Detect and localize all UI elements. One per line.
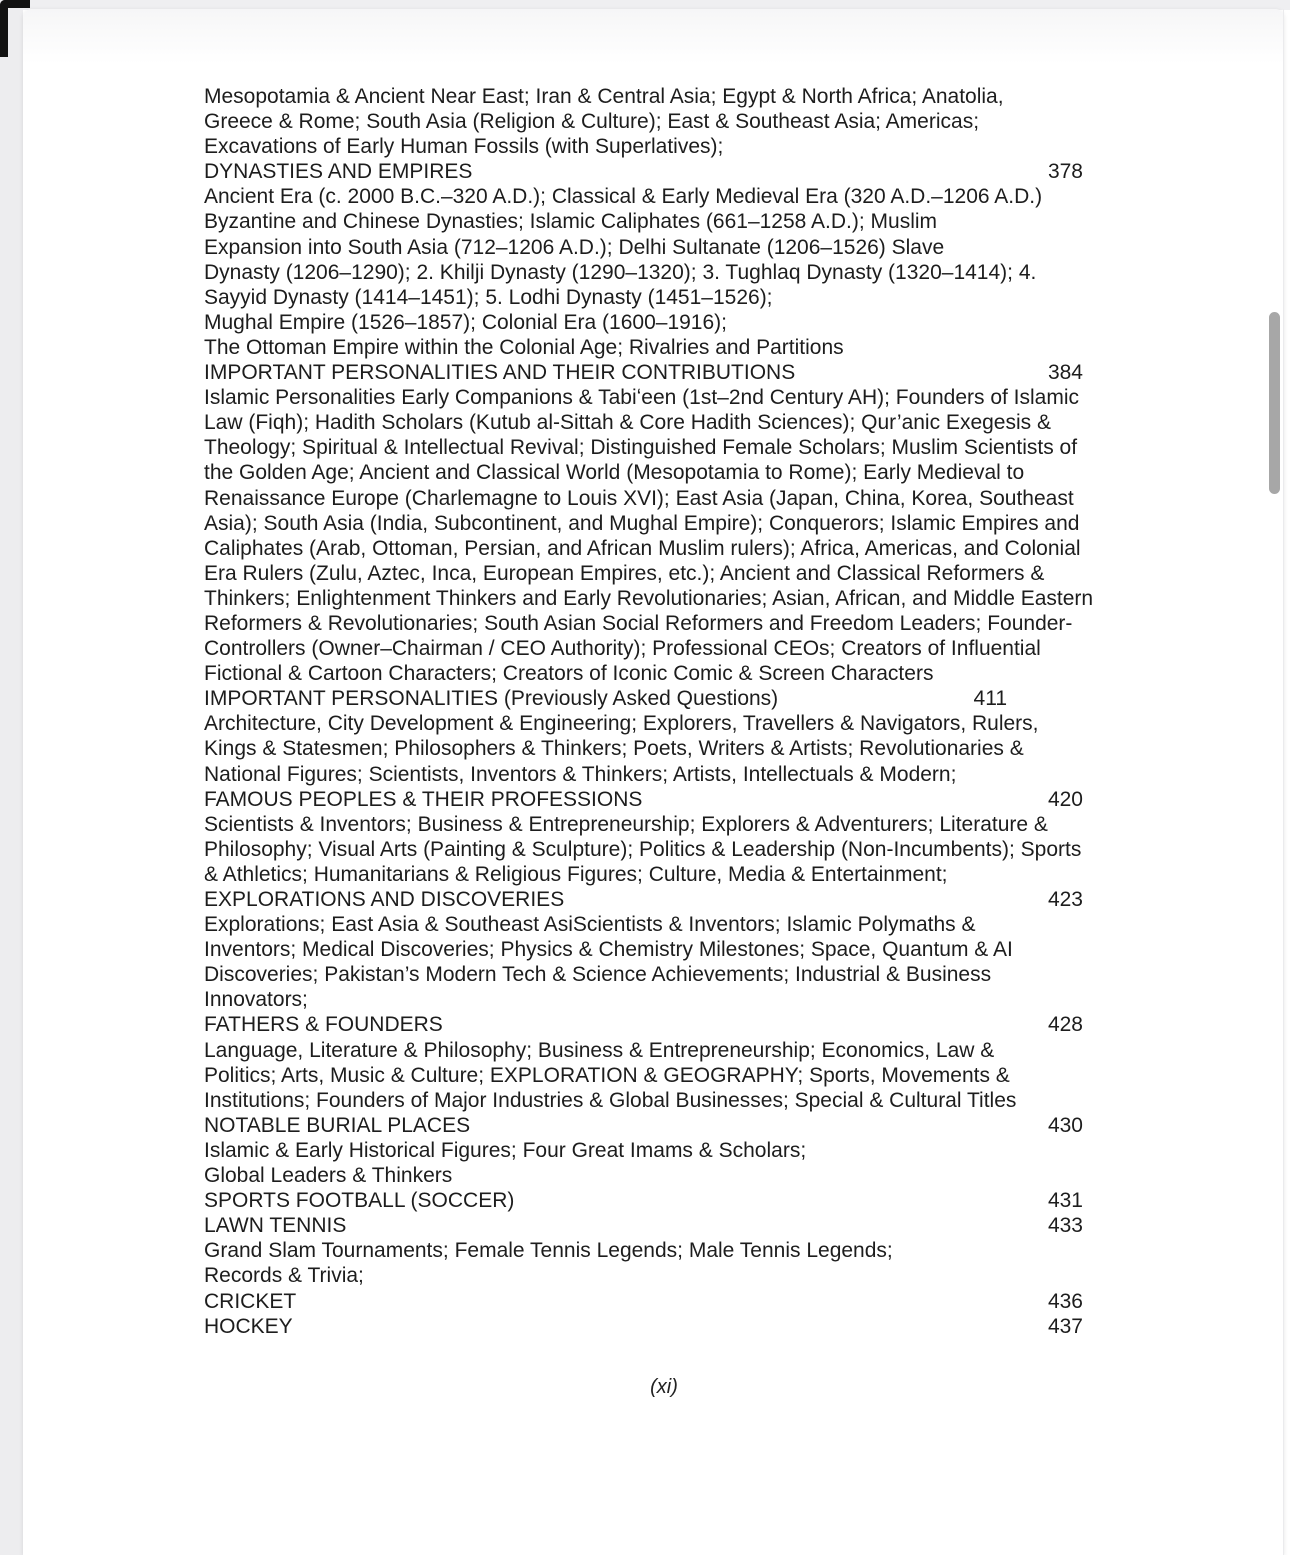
toc-heading-row <box>204 159 1083 184</box>
toc-body-row <box>204 109 1083 134</box>
toc-page-number: 378 <box>1047 160 1083 184</box>
toc-body-row <box>204 134 1083 159</box>
toc-subtopics-text: Grand Slam Tournaments; Female Tennis Legends; Male Tennis Legends; <box>204 1239 893 1263</box>
scrollbar-track-edge <box>1283 9 1284 1555</box>
toc-section-title: CRICKET <box>204 1289 297 1313</box>
toc-body-row <box>204 1088 1083 1113</box>
toc-body-row <box>204 1238 1083 1263</box>
toc-body-row <box>204 837 1083 862</box>
toc-body-row <box>204 1063 1083 1088</box>
toc-page-number: 411 <box>973 687 1007 711</box>
toc-page-number: 428 <box>1047 1013 1083 1037</box>
toc-subtopics-text: Institutions; Founders of Major Industries & Global Businesses; Special & Cultural Titles <box>204 1088 1017 1112</box>
toc-body-row <box>204 184 1083 209</box>
toc-subtopics-text: Records & Trivia; <box>204 1264 364 1288</box>
toc-body-row <box>204 636 1083 661</box>
toc-subtopics-text: Scientists & Inventors; Business & Entrepreneurship; Explorers & Adventurers; Literature & <box>204 812 1048 836</box>
toc-subtopics-text: Expansion into South Asia (712–1206 A.D.); Delhi Sultanate (1206–1526) Slave <box>204 235 945 259</box>
toc-body-row <box>204 1263 1083 1288</box>
toc-body-row <box>204 586 1094 611</box>
toc-page-number: 384 <box>1047 361 1083 385</box>
page-number-footer: (xi) <box>650 1376 678 1398</box>
toc-body-row <box>204 486 1083 511</box>
toc-subtopics-text: Law (Fiqh); Hadith Scholars (Kutub al-Sittah & Core Hadith Sciences); Qur’anic Exegesis & <box>204 411 1051 435</box>
toc-body-row <box>204 260 1083 285</box>
toc-body-row <box>204 209 1083 234</box>
toc-subtopics-text: Islamic Personalities Early Companions & Tabiʻeen (1st–2nd Century AH); Founders of Islamic <box>204 386 1080 410</box>
toc-heading-row <box>204 787 1083 812</box>
toc-subtopics-text: Excavations of Early Human Fossils (with Superlatives); <box>204 135 724 159</box>
toc-section-title: FATHERS & FOUNDERS <box>204 1013 443 1037</box>
toc-body-row <box>204 84 1083 109</box>
toc-subtopics-text: Kings & Statesmen; Philosophers & Thinkers; Poets, Writers & Artists; Revolutionaries & <box>204 737 1024 761</box>
toc-subtopics-text: Thinkers; Enlightenment Thinkers and Early Revolutionaries; Asian, African, and Middle Eastern <box>204 586 1094 610</box>
toc-subtopics-text: Sayyid Dynasty (1414–1451); 5. Lodhi Dynasty (1451–1526); <box>204 285 773 309</box>
toc-subtopics-text: Caliphates (Arab, Ottoman, Persian, and African Muslim rulers); Africa, Americas, and Colonial <box>204 536 1081 560</box>
toc-subtopics-text: Controllers (Owner–Chairman / CEO Authority); Professional CEOs; Creators of Influential <box>204 637 1041 661</box>
toc-subtopics-text: Mughal Empire (1526–1857); Colonial Era (1600–1916); <box>204 310 727 334</box>
toc-page-number: 437 <box>1047 1314 1083 1338</box>
toc-subtopics-text: Fictional & Cartoon Characters; Creators of Iconic Comic & Screen Characters <box>204 662 934 686</box>
toc-subtopics-text: Greece & Rome; South Asia (Religion & Culture); East & Southeast Asia; Americas; <box>204 110 980 134</box>
toc-subtopics-text: The Ottoman Empire within the Colonial Age; Rivalries and Partitions <box>204 335 844 359</box>
toc-subtopics-text: Global Leaders & Thinkers <box>204 1164 453 1188</box>
toc-subtopics-text: Innovators; <box>204 988 308 1012</box>
toc-section-title: DYNASTIES AND EMPIRES <box>204 160 473 184</box>
toc-section-title: FAMOUS PEOPLES & THEIR PROFESSIONS <box>204 787 643 811</box>
toc-body-row <box>204 410 1083 435</box>
toc-body-row <box>204 435 1083 460</box>
toc-body-row <box>204 310 1083 335</box>
toc-body-row <box>204 862 1083 887</box>
toc-body-row <box>204 460 1083 485</box>
toc-page-number: 436 <box>1047 1289 1083 1313</box>
toc-body-row <box>204 736 1083 761</box>
toc-body-row <box>204 1163 1083 1188</box>
toc-subtopics-text: Philosophy; Visual Arts (Painting & Sculpture); Politics & Leadership (Non-Incumbents); Sports <box>204 837 1082 861</box>
toc-page-number: 433 <box>1047 1214 1083 1238</box>
toc-body-row <box>204 536 1083 561</box>
toc-section-title: HOCKEY <box>204 1314 293 1338</box>
toc-heading-row <box>204 887 1083 912</box>
toc-subtopics-text: Ancient Era (c. 2000 B.C.–320 A.D.); Classical & Early Medieval Era (320 A.D.–1206 A.D.) <box>204 185 1043 209</box>
toc-subtopics-text: Era Rulers (Zulu, Aztec, Inca, European Empires, etc.); Ancient and Classical Reformers & <box>204 561 1045 585</box>
toc-body-row <box>204 611 1083 636</box>
toc-body-row <box>204 1038 1083 1063</box>
toc-body-row <box>204 912 1083 937</box>
toc-heading-row <box>204 1012 1083 1037</box>
toc-body-row <box>204 937 1083 962</box>
toc-heading-row <box>204 1289 1083 1314</box>
toc-subtopics-text: Islamic & Early Historical Figures; Four Great Imams & Scholars; <box>204 1138 807 1162</box>
toc-subtopics-text: Renaissance Europe (Charlemagne to Louis XVI); East Asia (Japan, China, Korea, Southeast <box>204 486 1074 510</box>
toc-page-number: 423 <box>1047 888 1083 911</box>
toc-heading-row <box>204 1113 1083 1138</box>
toc-subtopics-text: Reformers & Revolutionaries; South Asian Social Reformers and Freedom Leaders; Founder- <box>204 611 1073 635</box>
toc-body-row <box>204 762 1083 787</box>
toc-heading-row <box>204 360 1083 385</box>
toc-subtopics-text: Theology; Spiritual & Intellectual Revival; Distinguished Female Scholars; Muslim Scientists of <box>204 436 1078 460</box>
toc-section-title: IMPORTANT PERSONALITIES AND THEIR CONTRIBUTIONS <box>204 361 796 385</box>
toc-subtopics-text: Politics; Arts, Music & Culture; EXPLORATION & GEOGRAPHY; Sports, Movements & <box>204 1063 1010 1087</box>
toc-lines <box>204 84 1094 1339</box>
toc-body-row <box>204 711 1083 736</box>
viewer-background-left <box>0 0 23 1555</box>
toc-page-number: 430 <box>1047 1113 1083 1137</box>
toc-subtopics-text: Inventors; Medical Discoveries; Physics & Chemistry Milestones; Space, Quantum & AI <box>204 938 1013 962</box>
toc-subtopics-text: Mesopotamia & Ancient Near East; Iran & Central Asia; Egypt & North Africa; Anatolia, <box>204 85 1004 108</box>
toc-subtopics-text: Explorations; East Asia & Southeast AsiScientists & Inventors; Islamic Polymaths & <box>204 913 976 937</box>
window-corner-frame <box>0 0 30 57</box>
toc-section-title: IMPORTANT PERSONALITIES (Previously Asked Questions) <box>204 687 779 711</box>
toc-subtopics-text: Asia); South Asia (India, Subcontinent, and Mughal Empire); Conquerors; Islamic Empires and <box>204 511 1080 535</box>
toc-body-row <box>204 962 1083 987</box>
toc-page-number: 420 <box>1047 787 1083 811</box>
toc-body-row <box>204 812 1083 837</box>
toc-heading-row <box>204 1213 1083 1238</box>
toc-body-row <box>204 661 1083 686</box>
toc-section-title: LAWN TENNIS <box>204 1214 347 1238</box>
toc-subtopics-text: Dynasty (1206–1290); 2. Khilji Dynasty (1290–1320); 3. Tughlaq Dynasty (1320–1414); 4. <box>204 260 1037 284</box>
toc-section-title: SPORTS FOOTBALL (SOCCER) <box>204 1189 515 1213</box>
toc-body-row <box>204 987 1083 1012</box>
toc-body-row <box>204 335 1083 360</box>
toc-heading-row <box>204 1188 1083 1213</box>
toc-body-row <box>204 1138 1083 1163</box>
toc-body-row <box>204 511 1083 536</box>
toc-section-title: EXPLORATIONS AND DISCOVERIES <box>204 888 565 911</box>
toc-subtopics-text: Language, Literature & Philosophy; Business & Entrepreneurship; Economics, Law & <box>204 1038 995 1062</box>
toc-subtopics-text: Discoveries; Pakistan’s Modern Tech & Science Achievements; Industrial & Business <box>204 963 992 987</box>
toc-section-title: NOTABLE BURIAL PLACES <box>204 1113 471 1137</box>
toc-body-row <box>204 561 1083 586</box>
toc-body-row <box>204 285 1083 310</box>
toc-heading-row <box>204 1314 1083 1339</box>
toc-body-row <box>204 385 1083 410</box>
toc-subtopics-text: & Athletics; Humanitarians & Religious Figures; Culture, Media & Entertainment; <box>204 862 948 886</box>
toc-subtopics-text: Architecture, City Development & Engineering; Explorers, Travellers & Navigators, Rulers, <box>204 712 1039 736</box>
scrollbar-thumb[interactable] <box>1269 312 1280 494</box>
toc-subtopics-text: National Figures; Scientists, Inventors & Thinkers; Artists, Intellectuals & Modern; <box>204 762 957 786</box>
toc-heading-row <box>204 686 1083 711</box>
toc-page-number: 431 <box>1047 1189 1083 1213</box>
toc-body-row <box>204 235 1083 260</box>
toc-subtopics-text: Byzantine and Chinese Dynasties; Islamic Caliphates (661–1258 A.D.); Muslim <box>204 210 938 234</box>
toc-subtopics-text: the Golden Age; Ancient and Classical World (Mesopotamia to Rome); Early Medieval to <box>204 461 1025 485</box>
